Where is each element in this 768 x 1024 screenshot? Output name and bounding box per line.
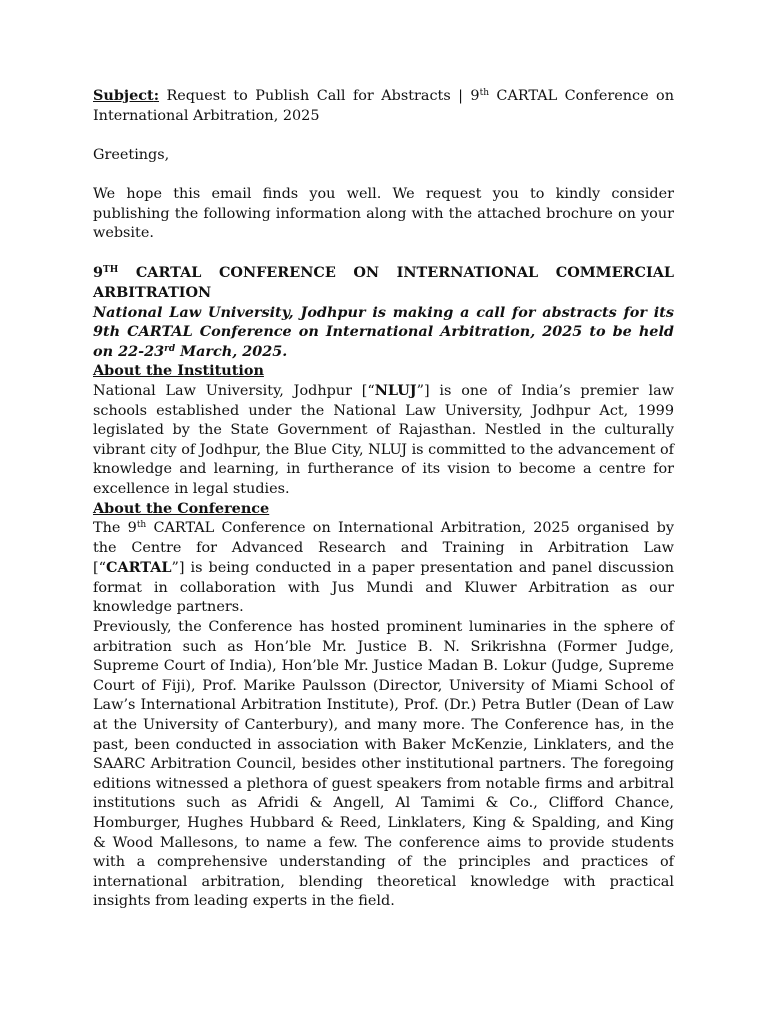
institution-heading: About the Institution <box>93 362 264 380</box>
institution-text-rest: ”] is one of India’s premier law schools established under the National Law University, Jodhpur Act, 1999 legislated by the State Government of Rajasthan. Nestled in the culturally vibrant city of Jodhpur, the Blue City, NLUJ is committed to the advancement of knowledge and learning, in furtherance of its vision to become a centre for excellence in legal studies. <box>93 382 674 497</box>
subject-label: Subject <box>93 87 154 104</box>
institution-abbrev: NLUJ <box>374 381 417 399</box>
greeting: Greetings, <box>93 146 170 163</box>
subject-superscript: th <box>479 88 489 98</box>
heading-number: 9 <box>93 264 104 282</box>
conference-superscript: th <box>136 520 147 531</box>
spacer <box>93 244 674 264</box>
conference-text-rest: ”] is being conducted in a paper presentation and panel discussion format in collaboration with Jus Mundi and Kluwer Arbitration as our knowledge partners. <box>93 560 674 616</box>
subject-text-rest: CARTAL Conference on International Arbitration, 2025 <box>93 88 674 124</box>
institution-text: National Law University, Jodhpur [“ <box>93 382 375 399</box>
conference-section-heading: About the Conference <box>93 500 270 518</box>
call-superscript: rd <box>164 343 176 354</box>
conference-paragraph-2: Previously, the Conference has hosted prominent luminaries in the sphere of arbitration such as Hon’ble Mr. Justice B. N. Srikrishna (Former Judge, Supreme Court of India), Hon’ble Mr. Justice Madan B. Lokur (Judge, Supreme Court of Fiji), Prof. Marike Paulsson (Director, University of Miami School of Law’s International Arbitration Institute), Prof. (Dr.) Petra Butler (Dean of Law at the University of Canterbury), and many more. The Conference has, in the past, been conducted in association with Baker McKenzie, Linklaters, and the SAARC Arbitration Council, besides other institutional partners. The foregoing editions witnessed a plethora of guest speakers from notable firms and arbitral institutions such as Afridi & Angell, Al Tamimi & Co., Clifford Chance, Homburger, Hughes Hubbard & Reed, Linklaters, King & Spalding, and King & Wood Mallesons, to name a few. The conference aims to provide students with a comprehensive understanding of the principles and practices of international arbitration, blending theoretical knowledge with practical insights from leading experts in the field. <box>93 619 674 910</box>
call-text-rest: March, 2025. <box>175 342 288 360</box>
spacer <box>93 126 674 146</box>
heading-superscript: TH <box>103 265 119 276</box>
subject-text: Request to Publish Call for Abstracts | 9 <box>159 88 480 104</box>
email-document <box>93 86 674 912</box>
intro-paragraph: We hope this email finds you well. We request you to kindly consider publishing the following information along with the attached brochure on your website. <box>93 185 674 242</box>
conference-paragraph-1 <box>93 519 674 618</box>
spacer <box>93 165 674 185</box>
conference-abbrev: CARTAL <box>105 559 172 577</box>
conference-text: The 9 <box>93 520 137 537</box>
call-for-abstracts <box>93 303 674 362</box>
heading-text: CARTAL CONFERENCE ON INTERNATIONAL COMMERCIAL ARBITRATION <box>93 264 674 301</box>
call-text: National Law University, Jodhpur is making a call for abstracts for its 9th CARTAL Conference on International Arbitration, 2025 to be held on 22-23 <box>93 303 674 360</box>
conference-heading <box>93 263 674 302</box>
conference-text-mid: CARTAL Conference on International Arbitration, 2025 organised by the Centre for Advanced Research and Training in Arbitration Law [“ <box>93 520 674 577</box>
subject-colon: : <box>153 87 160 104</box>
institution-paragraph <box>93 381 674 500</box>
subject-line <box>93 86 674 126</box>
